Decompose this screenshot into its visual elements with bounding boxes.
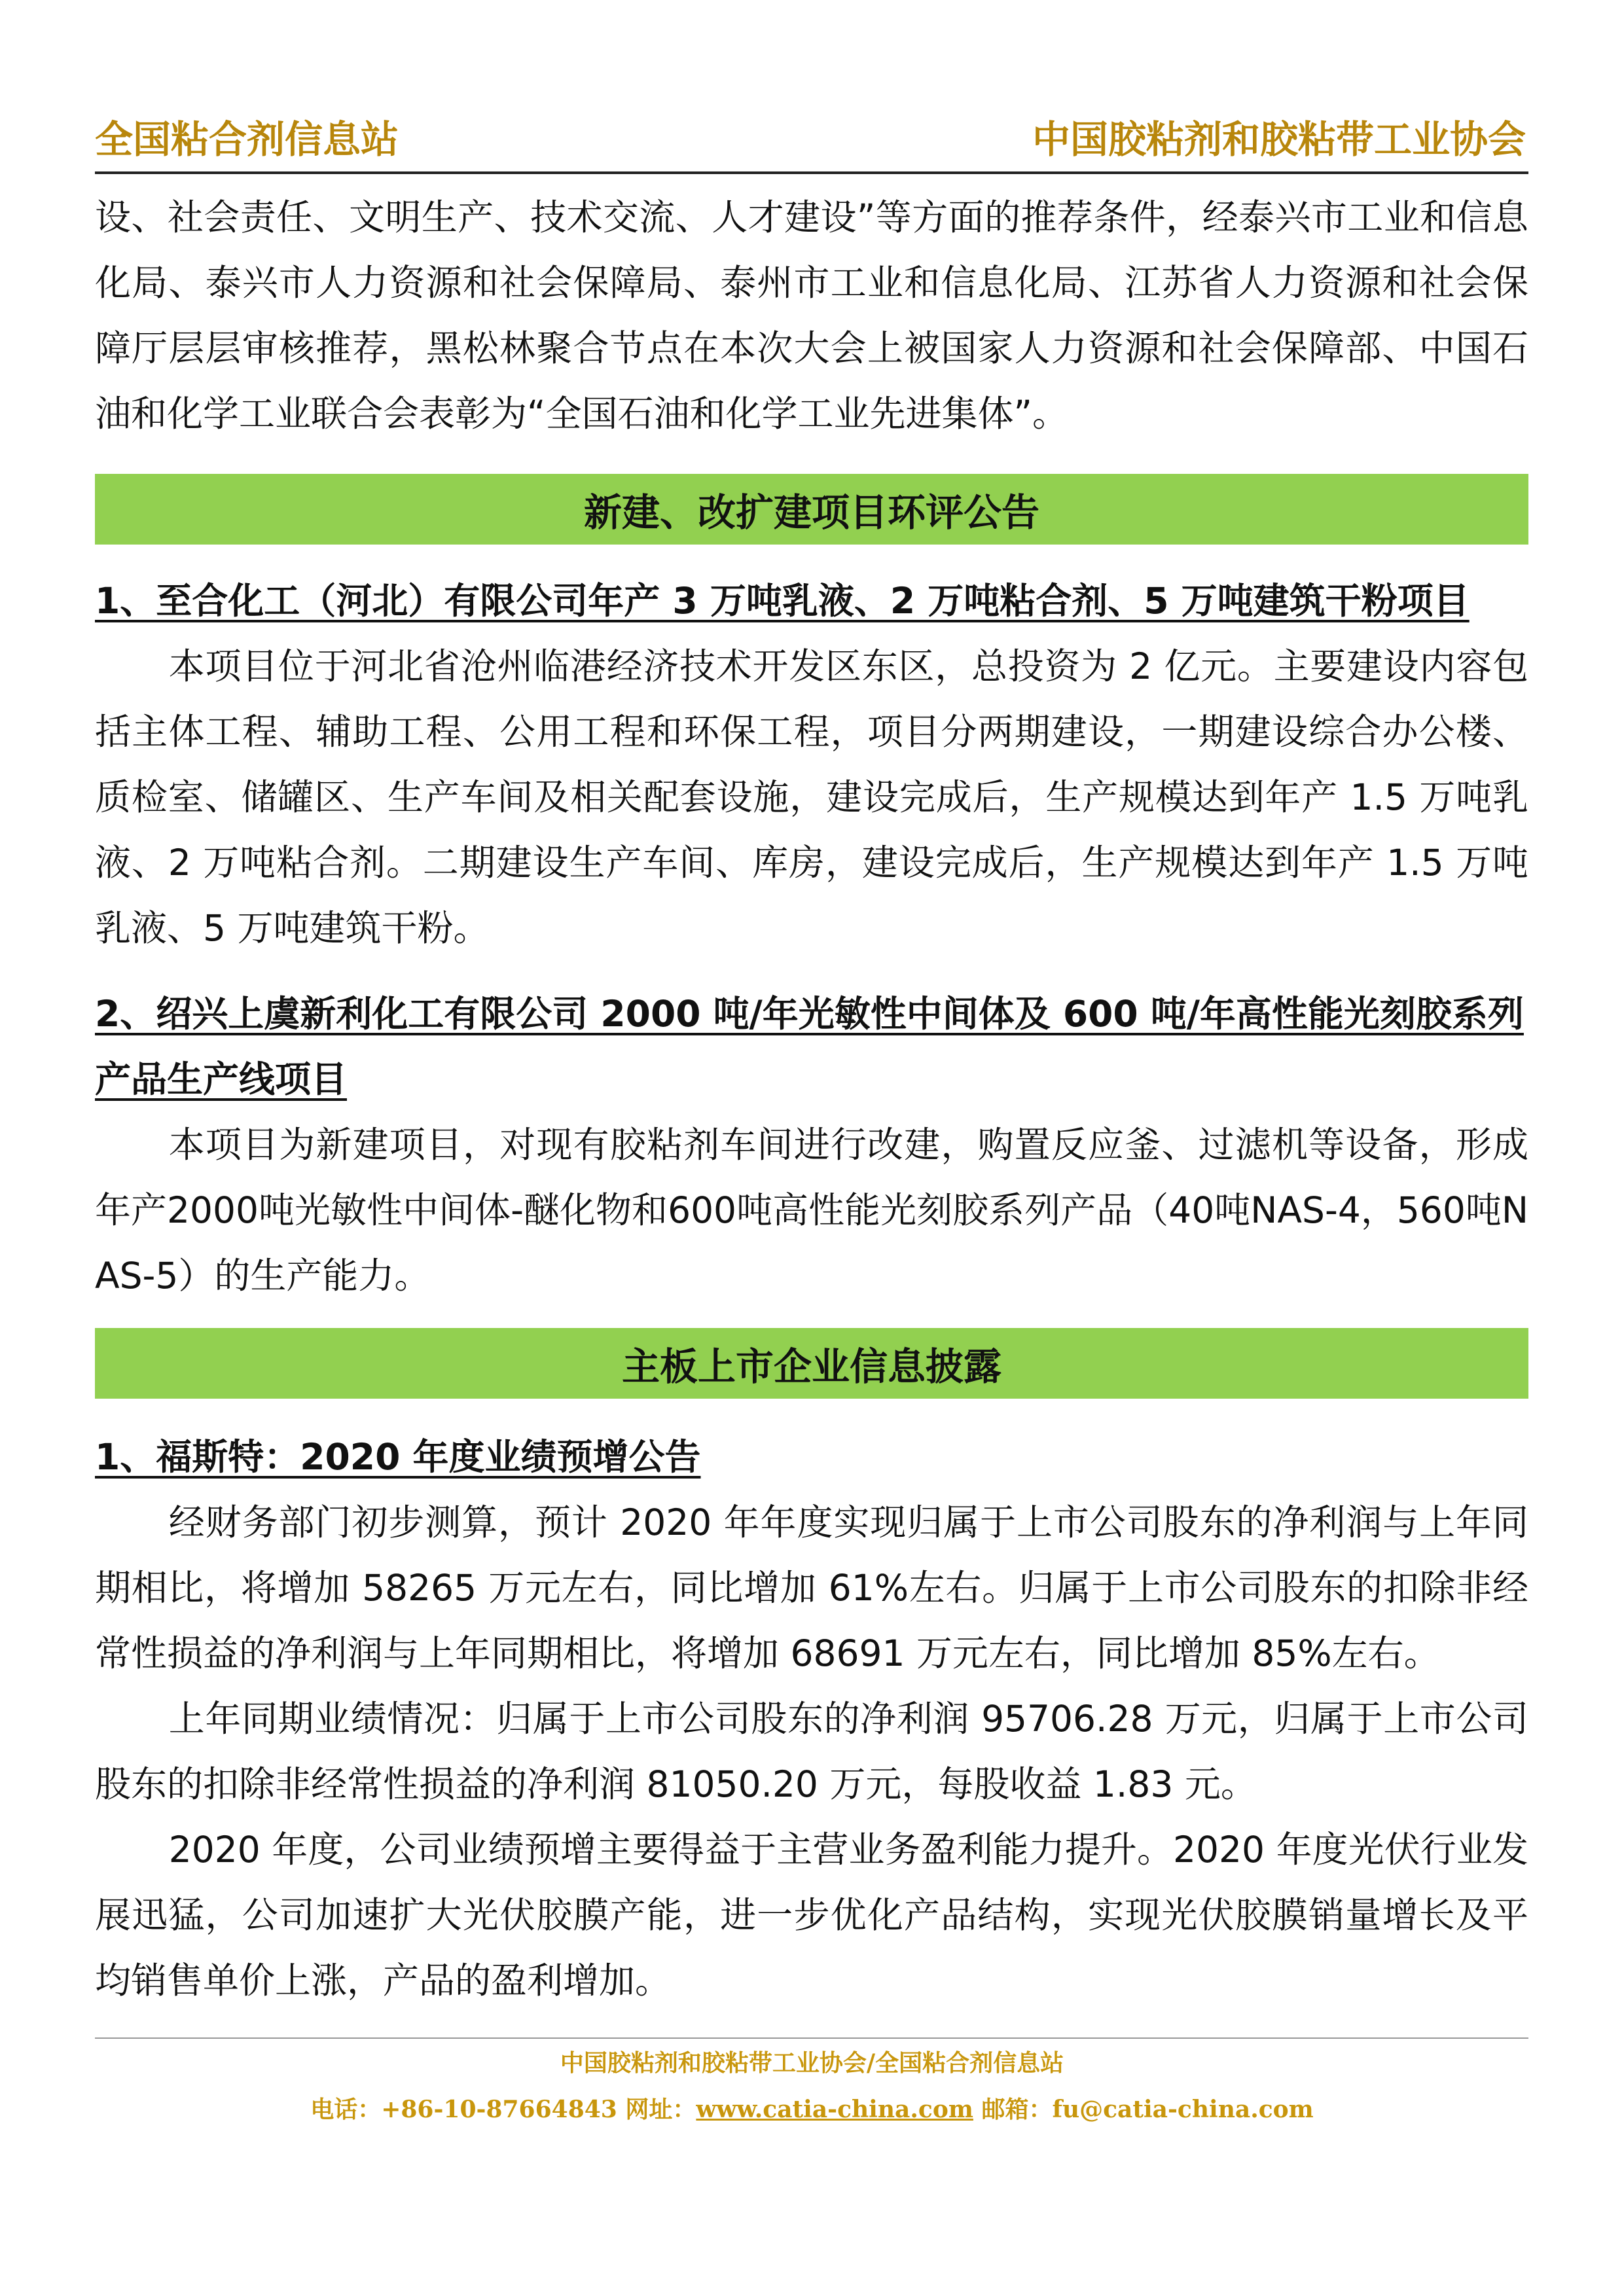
header-right-title: 中国胶粘剂和胶粘带工业协会 [1032, 117, 1526, 162]
section-banner-environmental: 新建、改扩建项目环评公告 [95, 474, 1528, 545]
footer-organization: 中国胶粘剂和胶粘带工业协会/全国粘合剂信息站 [560, 2049, 1064, 2077]
footer-phone: 电话：+86-10-87664843 网址： [310, 2096, 696, 2123]
foster-paragraph-2: 上年同期业绩情况：归属于上市公司股东的净利润 95706.28 万元，归属于上市公司股东的扣除非经常性损益的净利润 81050.20 万元，每股收益 1.83 元。 [95, 1698, 1528, 1805]
footer-divider [95, 2037, 1528, 2039]
item-title-zhihe: 1、至合化工（河北）有限公司年产 3 万吨乳液、2 万吨粘合剂、5 万吨建筑干粉项目 [95, 580, 1470, 622]
header-divider [95, 171, 1528, 174]
header-left-title: 全国粘合剂信息站 [95, 117, 399, 162]
item-body-xinli: 本项目为新建项目，对现有胶粘剂车间进行改建，购置反应釜、过滤机等设备，形成年产2000吨光敏性中间体-醚化物和600吨高性能光刻胶系列产品（40吨NAS-4，560吨NAS-5）的生产能力。 [95, 1124, 1528, 1297]
item-title-xinli: 2、绍兴上虞新利化工有限公司 2000 吨/年光敏性中间体及 600 吨/年高性能光刻胶系列产品生产线项目 [95, 993, 1524, 1100]
footer-email: 邮箱：fu@catia-china.com [973, 2096, 1314, 2123]
footer-contact [0, 2091, 1624, 2130]
intro-paragraph: 设、社会责任、文明生产、技术交流、人才建设”等方面的推荐条件，经泰兴市工业和信息化局、泰兴市人力资源和社会保障局、泰州市工业和信息化局、江苏省人力资源和社会保障厅层层审核推荐，黑松林聚合节点在本次大会上被国家人力资源和社会保障部、中国石油和化学工业联合会表彰为“全国石油和化学工业先进集体”。 [95, 196, 1528, 435]
item-title-foster: 1、福斯特：2020 年度业绩预增公告 [95, 1436, 701, 1478]
foster-paragraph-3: 2020 年度，公司业绩预增主要得益于主营业务盈利能力提升。2020 年度光伏行业发展迅猛，公司加速扩大光伏胶膜产能，进一步优化产品结构，实现光伏胶膜销量增长及平均销售单价上涨，产品的盈利增加。 [95, 1829, 1528, 2001]
section-banner-listed: 主板上市企业信息披露 [95, 1328, 1528, 1399]
foster-paragraph-1: 经财务部门初步测算，预计 2020 年年度实现归属于上市公司股东的净利润与上年同期相比，将增加 58265 万元左右，同比增加 61%左右。归属于上市公司股东的扣除非经常性损益的净利润与上年同期相比，将增加 68691 万元左右，同比增加 85%左右。 [95, 1501, 1528, 1674]
item-body-zhihe: 本项目位于河北省沧州临港经济技术开发区东区，总投资为 2 亿元。主要建设内容包括主体工程、辅助工程、公用工程和环保工程，项目分两期建设，一期建设综合办公楼、质检室、储罐区、生产车间及相关配套设施，建设完成后，生产规模达到年产 1.5 万吨乳液、2 万吨粘合剂。二期建设生产车间、库房，建设完成后，生产规模达到年产 1.5 万吨乳液、5 万吨建筑干粉。 [95, 645, 1528, 949]
footer-website-link[interactable]: www.catia-china.com [696, 2096, 973, 2123]
